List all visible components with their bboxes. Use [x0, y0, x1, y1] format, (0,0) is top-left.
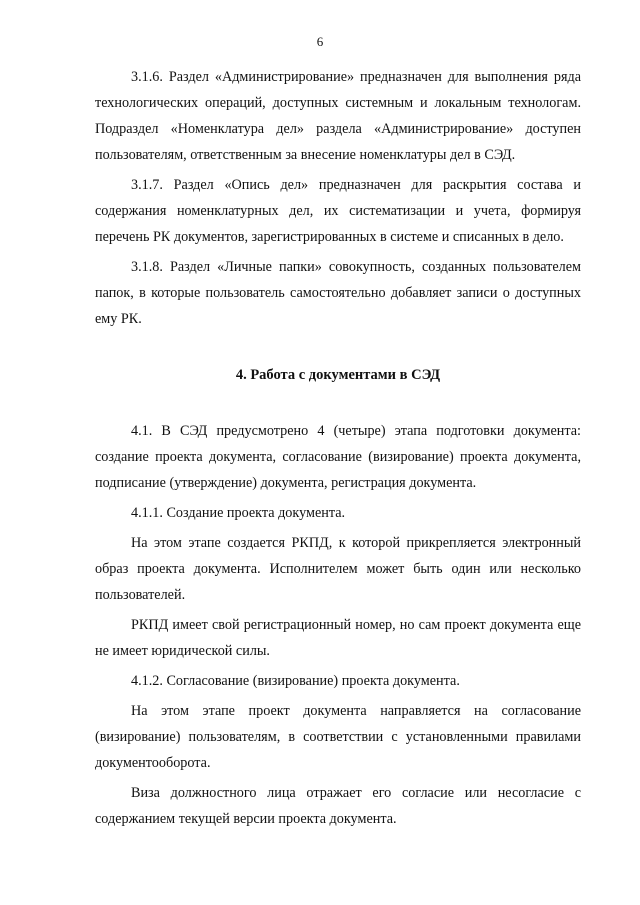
paragraph-4-1-2: 4.1.2. Согласование (визирование) проекта документа.	[131, 673, 460, 689]
paragraph-rkpd-number: РКПД имеет свой регистрационный номер, но сам проект документа еще не имеет юридической силы.	[95, 617, 581, 659]
paragraph-creation-stage: На этом этапе создается РКПД, к которой прикрепляется электронный образ проекта документа. Исполнителем может быть один или несколько пользователей.	[95, 535, 581, 603]
paragraph-approval-stage: На этом этапе проект документа направляется на согласование (визирование) пользователям, в соответствии с установленными правилами документооборота.	[95, 703, 581, 771]
paragraph-3-1-6: 3.1.6. Раздел «Администрирование» предназначен для выполнения ряда технологических операций, доступных системным и локальным технологам. Подраздел «Номенклатура дел» раздела «Администрирование» доступен пользователям, ответственным за внесение номенклатуры дел в СЭД.	[95, 69, 581, 163]
paragraph-visa: Виза должностного лица отражает его согласие или несогласие с содержанием текущей версии проекта документа.	[95, 785, 581, 827]
document-body	[95, 64, 581, 832]
page-number: 6	[316, 34, 324, 49]
paragraph-4-1-1: 4.1.1. Создание проекта документа.	[131, 505, 346, 521]
section-heading: 4. Работа с документами в СЭД	[235, 367, 441, 383]
paragraph-3-1-8: 3.1.8. Раздел «Личные папки» совокупность, созданных пользователем папок, в которые пользователь самостоятельно добавляет записи о доступных ему РК.	[95, 259, 581, 327]
paragraph-3-1-7: 3.1.7. Раздел «Опись дел» предназначен для раскрытия состава и содержания номенклатурных дел, их систематизации и учета, формируя перечень РК документов, зарегистрированных в системе и списанных в дело.	[95, 177, 581, 245]
paragraph-4-1: 4.1. В СЭД предусмотрено 4 (четыре) этапа подготовки документа: создание проекта документа, согласование (визирование) проекта документа, подписание (утверждение) документа, регистрация документа.	[95, 423, 581, 491]
